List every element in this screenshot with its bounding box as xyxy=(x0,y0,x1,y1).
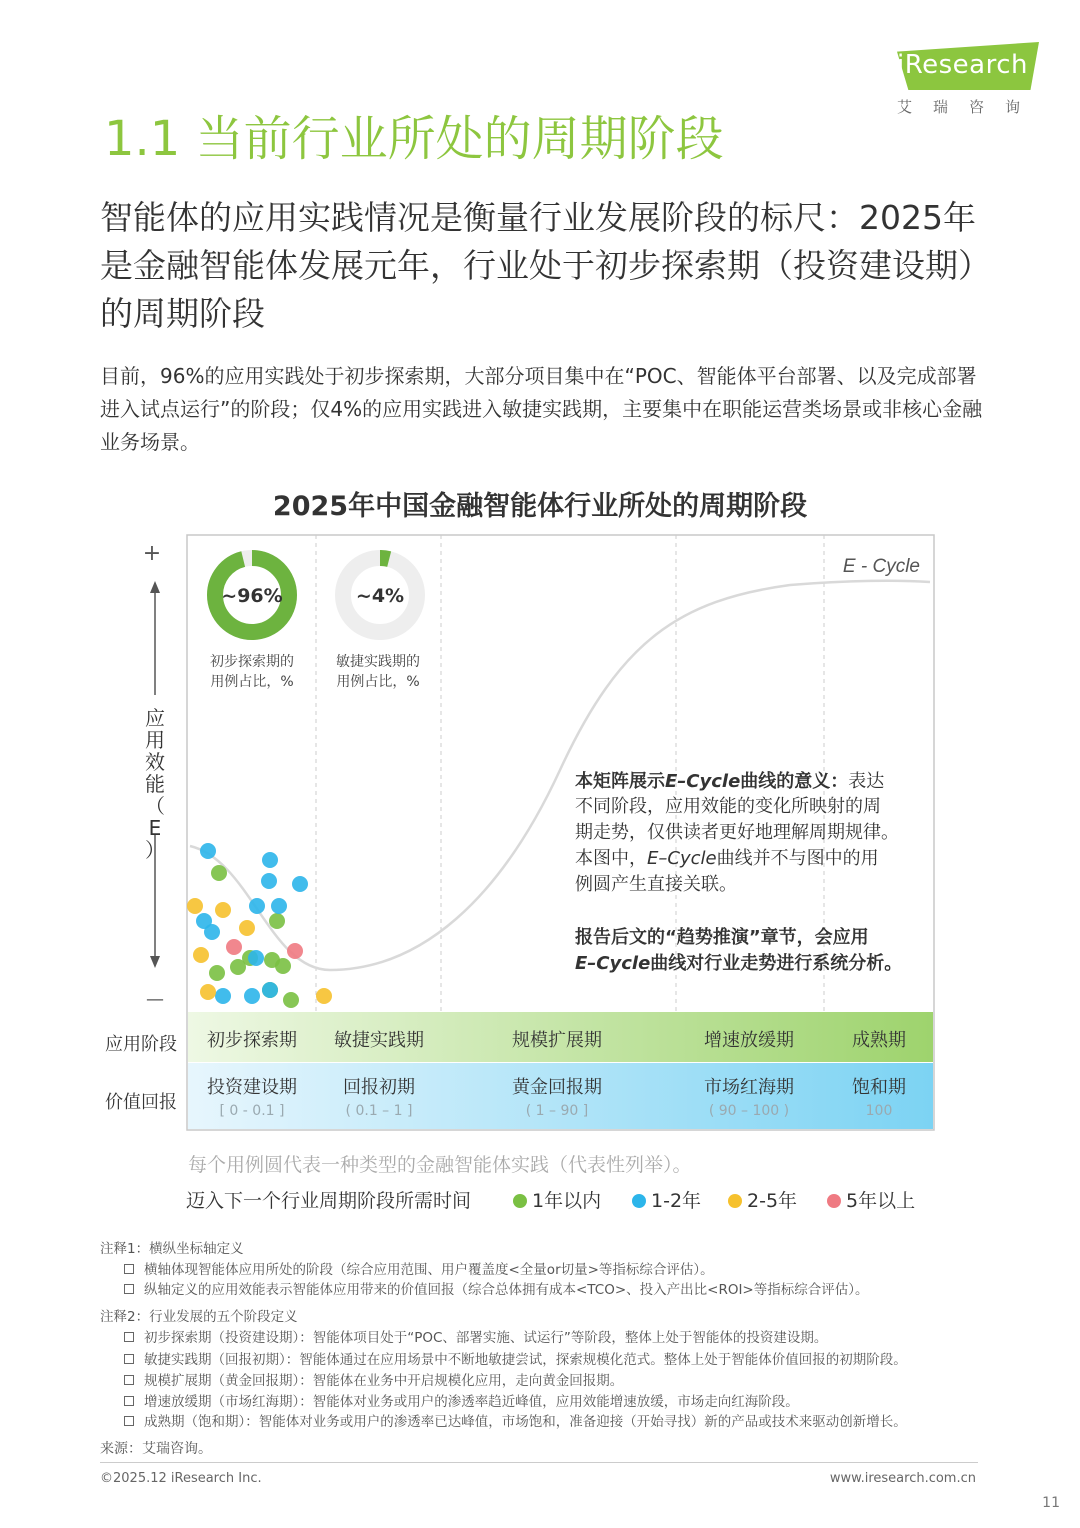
note2-item: 增速放缓期（市场红海期）：智能体对业务或用户的渗透率趋近峰值，应用效能增速放缓，市场走向红海阶段。 xyxy=(124,1390,799,1410)
use-case-circle xyxy=(292,876,308,892)
checkbox-bullet-icon xyxy=(124,1332,134,1342)
use-case-circle xyxy=(283,992,299,1008)
return-label: 投资建设期 xyxy=(207,1077,297,1098)
stage-label: 规模扩展期 xyxy=(512,1030,602,1051)
circle-note: 每个用例圆代表一种类型的金融智能体实践（代表性列举）。 xyxy=(188,1154,692,1176)
checkbox-bullet-icon xyxy=(124,1284,134,1294)
use-case-circle xyxy=(275,958,291,974)
y-arrow-down-icon xyxy=(150,956,160,968)
stage-label: 敏捷实践期 xyxy=(334,1030,424,1051)
stage-label: 初步探索期 xyxy=(207,1030,297,1051)
y-axis-label: 应用效能（ E ） xyxy=(145,706,165,862)
note2-item: 初步探索期（投资建设期）：智能体项目处于“POC、部署实施、试运行”等阶段，整体上处于智能体的投资建设期。 xyxy=(124,1326,827,1346)
note2-item: 规模扩展期（黄金回报期）：智能体在业务中开启规模化应用，走向黄金回报期。 xyxy=(124,1369,623,1389)
cycle-chart xyxy=(0,530,1080,1140)
use-case-circle xyxy=(316,988,332,1004)
donut-caption: 初步探索期的 xyxy=(210,654,294,670)
use-case-circle xyxy=(193,947,209,963)
legend-title: 迈入下一个行业周期阶段所需时间 xyxy=(186,1190,472,1212)
legend-item xyxy=(728,1186,797,1213)
stage-label: 成熟期 xyxy=(852,1030,906,1051)
donut-value-label: ~4% xyxy=(355,585,405,607)
use-case-circle xyxy=(271,898,287,914)
legend-item xyxy=(513,1186,601,1213)
checkbox-bullet-icon xyxy=(124,1354,134,1364)
use-case-circle xyxy=(262,982,278,998)
use-case-circle xyxy=(239,920,255,936)
legend-dot xyxy=(513,1194,527,1208)
section-subtitle: 智能体的应用实践情况是衡量行业发展阶段的标尺：2025年是金融智能体发展元年，行业处于初步探索期（投资建设期）的周期阶段 xyxy=(100,198,991,333)
use-case-circle xyxy=(249,898,265,914)
curve-label: E - Cycle xyxy=(842,556,920,577)
annotation-line: E–Cycle曲线对行业走势进行系统分析。 xyxy=(575,953,903,974)
use-case-circle xyxy=(287,943,303,959)
use-case-circle xyxy=(226,939,242,955)
return-label: 市场红海期 xyxy=(704,1077,794,1098)
annotation-line: 例圆产生直接关联。 xyxy=(575,874,737,895)
legend-dot xyxy=(827,1194,841,1208)
return-label: 黄金回报期 xyxy=(512,1077,602,1098)
checkbox-bullet-icon xyxy=(124,1396,134,1406)
website-link[interactable]: www.iresearch.com.cn xyxy=(829,1471,976,1486)
annotation-line: 本图中，E–Cycle曲线并不与图中的用 xyxy=(575,848,879,869)
donut-caption: 敏捷实践期的 xyxy=(336,654,420,670)
y-plus-label: + xyxy=(142,541,162,566)
return-range-label: ( 0.1 – 1 ] xyxy=(345,1103,413,1119)
legend-item-label: 1年以内 xyxy=(532,1190,602,1212)
return-range-label: 100 xyxy=(865,1103,893,1119)
stage-row-label: 应用阶段 xyxy=(105,1034,177,1055)
return-label: 饱和期 xyxy=(852,1077,906,1098)
y-minus-label: — xyxy=(146,989,164,1010)
use-case-circle xyxy=(261,873,277,889)
donut-caption: 用例占比，% xyxy=(336,674,420,690)
logo-subtitle: 艾瑞咨询 xyxy=(897,98,1042,116)
use-case-circle xyxy=(248,950,264,966)
donut-caption: 用例占比，% xyxy=(210,674,294,690)
checkbox-bullet-icon xyxy=(124,1375,134,1385)
page-title: 1.1 当前行业所处的周期阶段 xyxy=(104,111,724,167)
use-case-circle xyxy=(262,852,278,868)
return-range-label: ( 90 – 100 ) xyxy=(708,1103,790,1119)
legend-item xyxy=(632,1186,701,1213)
legend-item-label: 5年以上 xyxy=(846,1190,916,1212)
use-case-circle xyxy=(204,924,220,940)
use-case-circle xyxy=(215,902,231,918)
use-case-circle xyxy=(200,843,216,859)
legend-item-label: 1-2年 xyxy=(651,1190,702,1212)
use-case-circle xyxy=(187,898,203,914)
legend-dot xyxy=(632,1194,646,1208)
note1-title: 注释1：横纵坐标轴定义 xyxy=(100,1241,244,1257)
checkbox-bullet-icon xyxy=(124,1264,134,1274)
use-case-circle xyxy=(269,913,285,929)
use-case-circle xyxy=(211,865,227,881)
note2-item: 成熟期（饱和期）：智能体对业务或用户的渗透率已达峰值，市场饱和，准备迎接（开始寻找）新的产品或技术来驱动创新增长。 xyxy=(124,1410,907,1430)
note2-title: 注释2：行业发展的五个阶段定义 xyxy=(100,1309,298,1325)
use-case-circle xyxy=(200,984,216,1000)
legend-item-label: 2-5年 xyxy=(747,1190,798,1212)
stage-label: 增速放缓期 xyxy=(704,1030,794,1051)
donut-value-label: ~96% xyxy=(221,585,283,607)
return-row-label: 价值回报 xyxy=(105,1092,177,1113)
note1-item: 纵轴定义的应用效能表示智能体应用带来的价值回报（综合总体拥有成本<TCO>、投入产出比<ROI>等指标综合评估）。 xyxy=(124,1278,869,1298)
use-case-circle xyxy=(215,988,231,1004)
iresearch-logo xyxy=(893,42,1043,120)
annotation-line: 本矩阵展示E–Cycle曲线的意义：表达 xyxy=(575,771,885,792)
annotation-line: 不同阶段，应用效能的变化所映射的周 xyxy=(575,796,881,817)
legend xyxy=(186,1186,966,1216)
return-range-label: [ 0 - 0.1 ] xyxy=(219,1103,285,1119)
use-case-circle xyxy=(244,988,260,1004)
y-arrow-up-icon xyxy=(150,581,160,593)
legend-dot xyxy=(728,1194,742,1208)
chart-title: 2025年中国金融智能体行业所处的周期阶段 xyxy=(272,491,808,522)
return-label: 回报初期 xyxy=(343,1077,415,1098)
intro-paragraph: 目前，96%的应用实践处于初步探索期，大部分项目集中在“POC、智能体平台部署、以及完成部署进入试点运行”的阶段；仅4%的应用实践进入敏捷实践期，主要集中在职能运营类场景或非核心金融业务场景。 xyxy=(100,364,983,454)
annotation-line: 期走势，仅供读者更好地理解周期规律。 xyxy=(575,822,899,843)
footer-divider xyxy=(100,1462,978,1463)
annotation-line: 报告后文的“趋势推演”章节，会应用 xyxy=(575,927,869,948)
page-number: 11 xyxy=(1042,1495,1060,1511)
source: 来源：艾瑞咨询。 xyxy=(100,1441,212,1457)
use-case-circle xyxy=(230,959,246,975)
checkbox-bullet-icon xyxy=(124,1416,134,1426)
copyright: ©2025.12 iResearch Inc. xyxy=(100,1471,262,1486)
note1-item: 横轴体现智能体应用所处的阶段（综合应用范围、用户覆盖度<全量or切量>等指标综合评估）。 xyxy=(124,1258,714,1278)
note2-item: 敏捷实践期（回报初期）：智能体通过在应用场景中不断地敏捷尝试，探索规模化范式。整体上处于智能体价值回报的初期阶段。 xyxy=(124,1348,907,1368)
use-case-circle xyxy=(209,965,225,981)
return-range-label: ( 1 – 90 ] xyxy=(525,1103,589,1119)
logo-text: iResearch xyxy=(897,50,1028,80)
legend-item xyxy=(827,1186,915,1213)
